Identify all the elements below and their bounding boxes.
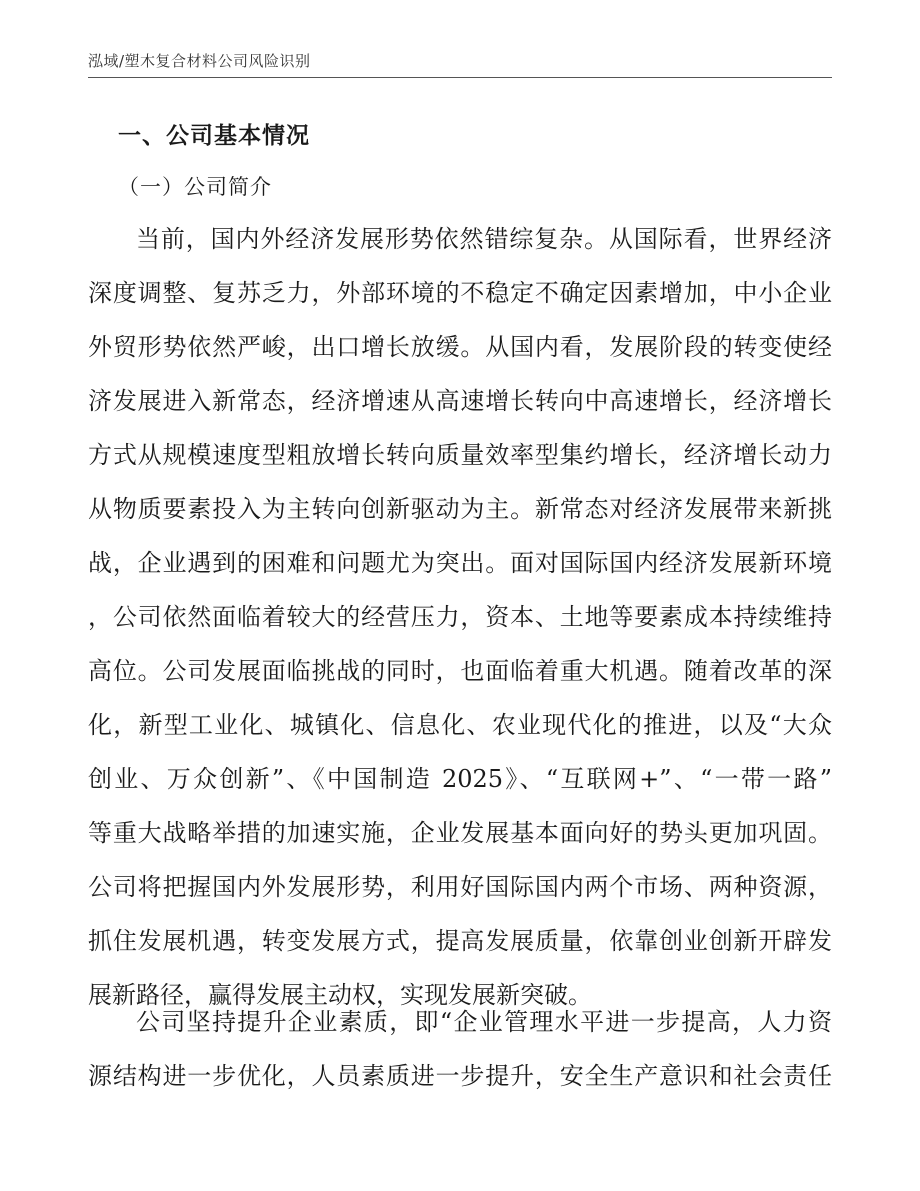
section-heading: 一、公司基本情况 (118, 123, 310, 149)
paragraph-line: 当前，国内外经济发展形势依然错综复杂。从国际看，世界经济 (136, 225, 832, 253)
paragraph-line: 展新路径，赢得发展主动权，实现发展新突破。 (88, 981, 592, 1009)
paragraph-line: 高位。公司发展面临挑战的同时，也面临着重大机遇。随着改革的深 (88, 657, 832, 685)
paragraph-line: 方式从规模速度型粗放增长转向质量效率型集约增长，经济增长动力 (88, 441, 832, 469)
paragraph-line: ，公司依然面临着较大的经营压力，资本、土地等要素成本持续维持 (88, 603, 832, 631)
paragraph-2 (88, 995, 832, 1103)
paragraph-line: 深度调整、复苏乏力，外部环境的不稳定不确定因素增加，中小企业 (88, 279, 832, 307)
header-divider (88, 77, 832, 78)
running-header: 泓域/塑木复合材料公司风险识别 (88, 52, 311, 70)
paragraph-line: 等重大战略举措的加速实施，企业发展基本面向好的势头更加巩固。 (88, 819, 832, 847)
paragraph-line: 从物质要素投入为主转向创新驱动为主。新常态对经济发展带来新挑 (88, 495, 832, 523)
paragraph-line: 公司坚持提升企业素质，即“企业管理水平进一步提高，人力资 (136, 1008, 832, 1036)
paragraph-line: 化，新型工业化、城镇化、信息化、农业现代化的推进，以及“大众 (88, 711, 832, 739)
paragraph-line: 济发展进入新常态，经济增速从高速增长转向中高速增长，经济增长 (88, 387, 832, 415)
paragraph-1 (88, 212, 832, 1022)
paragraph-line: 源结构进一步优化，人员素质进一步提升，安全生产意识和社会责任 (88, 1062, 832, 1090)
paragraph-line: 创业、万众创新”、《中国制造 2025》、“互联网+”、“一带一路” (88, 765, 832, 793)
paragraph-line: 抓住发展机遇，转变发展方式，提高发展质量，依靠创业创新开辟发 (88, 927, 832, 955)
section-subheading: （一）公司简介 (118, 175, 272, 199)
paragraph-line: 公司将把握国内外发展形势，利用好国际国内两个市场、两种资源， (88, 873, 832, 901)
paragraph-line: 战，企业遇到的困难和问题尤为突出。面对国际国内经济发展新环境 (88, 549, 832, 577)
paragraph-line: 外贸形势依然严峻，出口增长放缓。从国内看，发展阶段的转变使经 (88, 333, 832, 361)
